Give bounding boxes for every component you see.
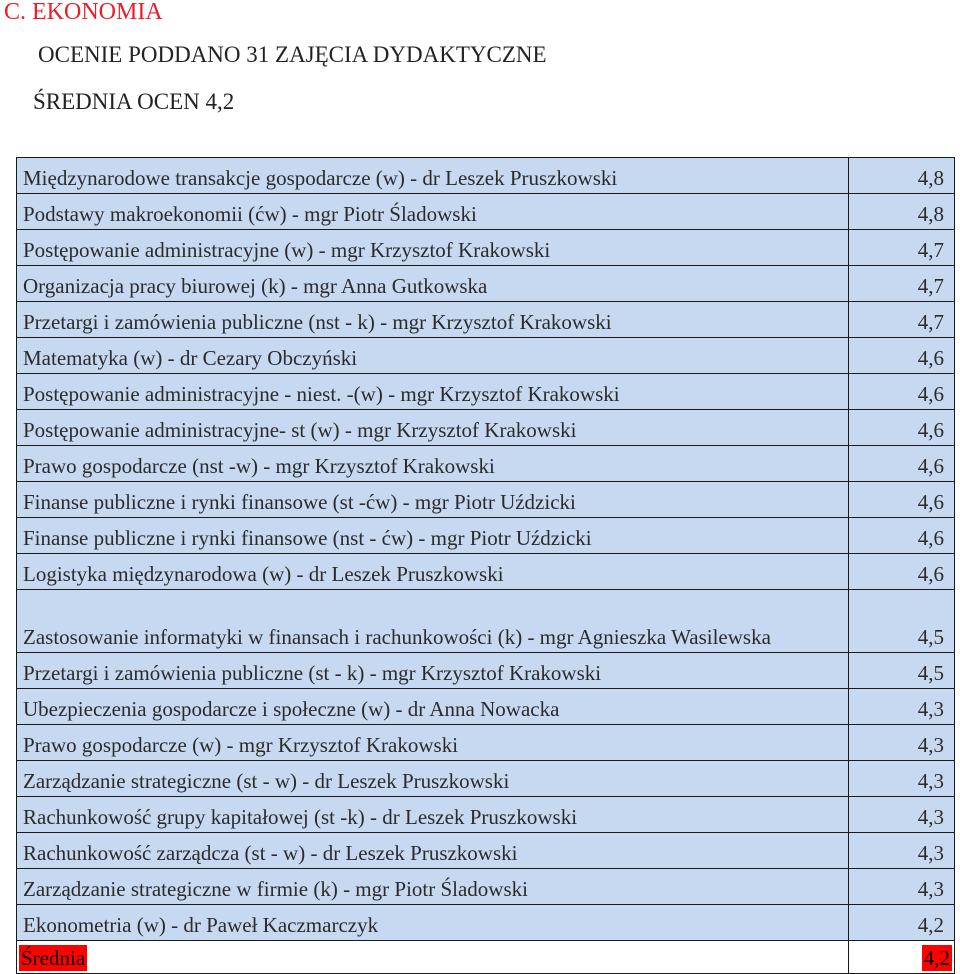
course-score: 4,3 <box>849 725 955 761</box>
course-score: 4,5 <box>849 653 955 689</box>
course-name: Postępowanie administracyjne - niest. -(w) - mgr Krzysztof Krakowski <box>17 374 849 410</box>
course-score: 4,8 <box>849 158 955 194</box>
course-name: Zastosowanie informatyki w finansach i rachunkowości (k) - mgr Agnieszka Wasilewska <box>17 590 849 653</box>
average-rating-heading: ŚREDNIA OCEN 4,2 <box>33 89 235 114</box>
average-label: Średnia <box>21 946 86 970</box>
table-row <box>17 725 955 761</box>
course-score: 4,6 <box>849 554 955 590</box>
course-score: 4,6 <box>849 374 955 410</box>
table-row <box>17 554 955 590</box>
course-name: Przetargi i zamówienia publiczne (st - k) - mgr Krzysztof Krakowski <box>17 653 849 689</box>
table-row <box>17 482 955 518</box>
section-title: C. EKONOMIA <box>4 0 163 25</box>
course-score: 4,6 <box>849 446 955 482</box>
course-score: 4,5 <box>849 590 955 653</box>
course-name: Ekonometria (w) - dr Paweł Kaczmarczyk <box>17 905 849 941</box>
table-row <box>17 869 955 905</box>
table-row <box>17 590 955 653</box>
table-row <box>17 374 955 410</box>
table-row <box>17 230 955 266</box>
table-row <box>17 158 955 194</box>
course-name: Międzynarodowe transakcje gospodarcze (w) - dr Leszek Pruszkowski <box>17 158 849 194</box>
course-score: 4,3 <box>849 689 955 725</box>
course-name: Matematyka (w) - dr Cezary Obczyński <box>17 338 849 374</box>
table-row <box>17 194 955 230</box>
table-row <box>17 689 955 725</box>
table-row <box>17 338 955 374</box>
course-name: Prawo gospodarcze (w) - mgr Krzysztof Krakowski <box>17 725 849 761</box>
course-score: 4,2 <box>849 905 955 941</box>
course-name: Przetargi i zamówienia publiczne (nst - k) - mgr Krzysztof Krakowski <box>17 302 849 338</box>
course-score: 4,7 <box>849 302 955 338</box>
course-score: 4,3 <box>849 761 955 797</box>
table-row <box>17 653 955 689</box>
course-name: Zarządzanie strategiczne w firmie (k) - mgr Piotr Śladowski <box>17 869 849 905</box>
average-summary-row <box>17 941 955 974</box>
course-name: Rachunkowość grupy kapitałowej (st -k) - dr Leszek Pruszkowski <box>17 797 849 833</box>
course-score: 4,3 <box>849 797 955 833</box>
table-row <box>17 905 955 941</box>
course-score: 4,6 <box>849 410 955 446</box>
table-row <box>17 266 955 302</box>
rated-count-heading: OCENIE PODDANO 31 ZAJĘCIA DYDAKTYCZNE <box>38 42 547 67</box>
course-score: 4,8 <box>849 194 955 230</box>
table-row <box>17 761 955 797</box>
table-row <box>17 446 955 482</box>
course-score: 4,3 <box>849 833 955 869</box>
average-score: 4,2 <box>923 946 950 970</box>
course-score: 4,6 <box>849 482 955 518</box>
course-name: Finanse publiczne i rynki finansowe (nst - ćw) - mgr Piotr Uździcki <box>17 518 849 554</box>
course-ratings-table <box>16 157 955 974</box>
course-name: Ubezpieczenia gospodarcze i społeczne (w) - dr Anna Nowacka <box>17 689 849 725</box>
course-score: 4,7 <box>849 230 955 266</box>
course-score: 4,6 <box>849 518 955 554</box>
course-score: 4,6 <box>849 338 955 374</box>
table-row <box>17 797 955 833</box>
course-name: Logistyka międzynarodowa (w) - dr Leszek Pruszkowski <box>17 554 849 590</box>
table-row <box>17 833 955 869</box>
average-label-cell <box>17 941 849 974</box>
course-score: 4,7 <box>849 266 955 302</box>
table-row <box>17 518 955 554</box>
course-score: 4,3 <box>849 869 955 905</box>
average-score-cell <box>849 941 955 974</box>
course-name: Prawo gospodarcze (nst -w) - mgr Krzysztof Krakowski <box>17 446 849 482</box>
course-name: Postępowanie administracyjne- st (w) - mgr Krzysztof Krakowski <box>17 410 849 446</box>
course-name: Finanse publiczne i rynki finansowe (st -ćw) - mgr Piotr Uździcki <box>17 482 849 518</box>
table-row <box>17 410 955 446</box>
course-name: Podstawy makroekonomii (ćw) - mgr Piotr Śladowski <box>17 194 849 230</box>
course-name: Organizacja pracy biurowej (k) - mgr Anna Gutkowska <box>17 266 849 302</box>
course-name: Zarządzanie strategiczne (st - w) - dr Leszek Pruszkowski <box>17 761 849 797</box>
table-row <box>17 302 955 338</box>
course-name: Rachunkowość zarządcza (st - w) - dr Leszek Pruszkowski <box>17 833 849 869</box>
course-name: Postępowanie administracyjne (w) - mgr Krzysztof Krakowski <box>17 230 849 266</box>
